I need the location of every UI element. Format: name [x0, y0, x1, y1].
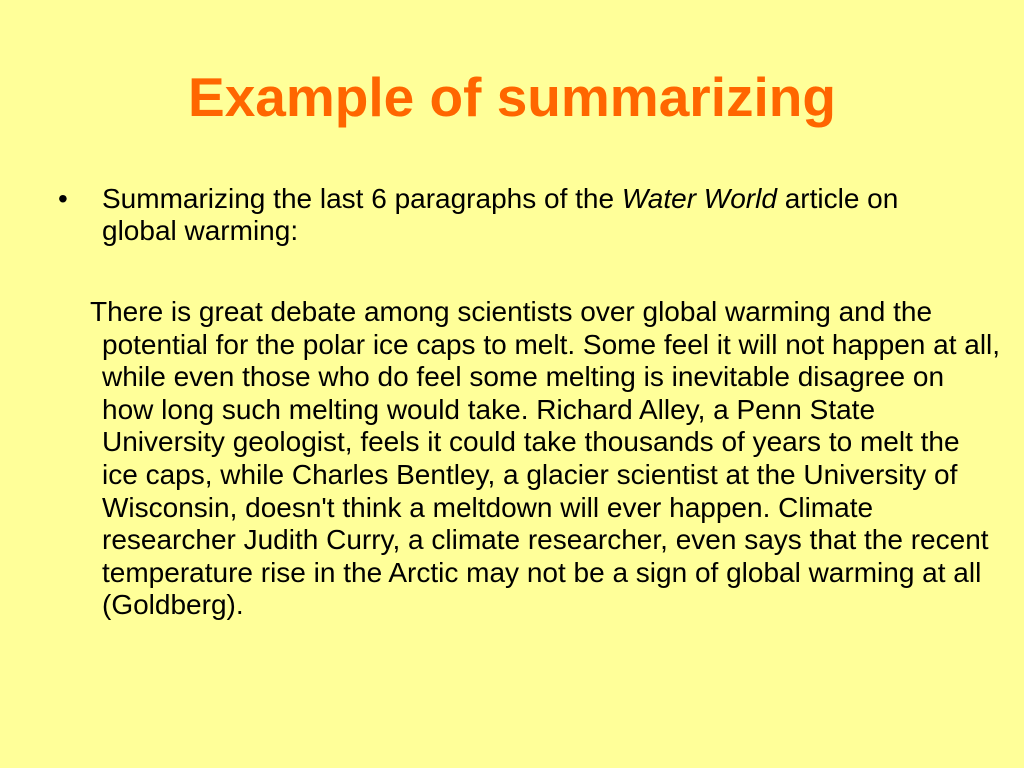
bullet-text: [102, 183, 958, 247]
slide-title: Example of summarizing: [188, 66, 836, 128]
summary-paragraph: There is great debate among scientists over global warming and the potential for the polar ice caps to melt. Some feel it will not happen at all, while even those who do feel some melting is inevitable disagree on how long such melting would take. Richard Alley, a Penn State University geologist, feels it could take thousands of years to melt the ice caps, while Charles Bentley, a glacier scientist at the University of Wisconsin, doesn't think a meltdown will ever happen. Climate researcher Judith Curry, a climate researcher, even says that the recent temperature rise in the Arctic may not be a sign of global warming at all (Goldberg).: [90, 296, 1001, 621]
bullet-text-after: article on global warming:: [102, 183, 899, 246]
bullet-text-before: Summarizing the last 6 paragraphs of the: [102, 183, 622, 214]
article-title-italic: Water World: [621, 183, 777, 214]
bullet-marker: •: [58, 183, 68, 214]
bullet-item: [58, 183, 958, 247]
bullet-list: [58, 183, 958, 247]
